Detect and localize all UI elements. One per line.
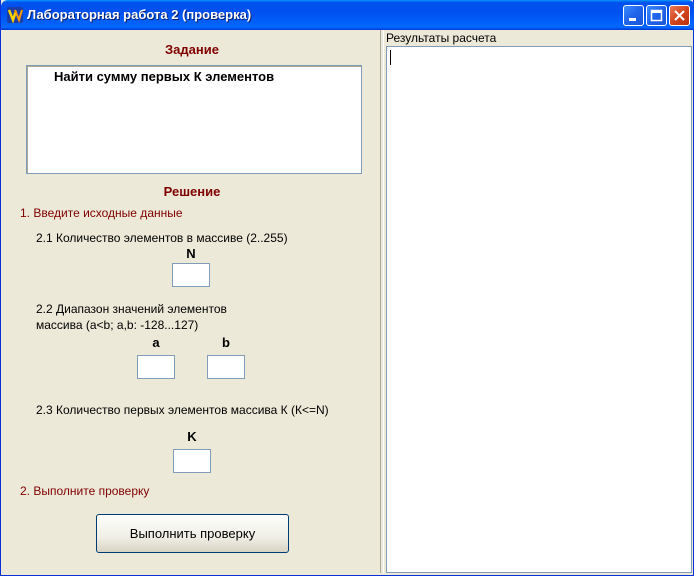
input-panel xyxy=(4,30,380,573)
close-button[interactable] xyxy=(669,5,690,26)
window-title: Лабораторная работа 2 (проверка) xyxy=(27,7,252,22)
k-input[interactable] xyxy=(173,449,211,473)
k-label: K xyxy=(187,429,197,444)
range-label-line1: 2.2 Диапазон значений элементов xyxy=(36,302,227,316)
step2-label: 2. Выполните проверку xyxy=(20,484,150,498)
count-label: 2.1 Количество элементов в массиве (2..255) xyxy=(36,231,288,245)
n-label: N xyxy=(186,246,196,261)
results-label: Результаты расчета xyxy=(386,31,497,45)
solution-heading: Решение xyxy=(163,184,221,199)
b-input[interactable] xyxy=(207,355,245,379)
task-heading: Задание xyxy=(165,42,219,57)
results-memo[interactable] xyxy=(386,46,692,573)
a-label: a xyxy=(152,335,160,350)
minimize-icon xyxy=(624,6,643,25)
title-bar[interactable] xyxy=(1,0,694,30)
task-memo[interactable] xyxy=(26,65,362,174)
app-icon xyxy=(6,6,24,24)
task-text: Найти сумму первых К элементов xyxy=(54,69,275,84)
n-input[interactable] xyxy=(172,263,210,287)
b-label: b xyxy=(222,335,230,350)
a-input[interactable] xyxy=(137,355,175,379)
run-check-button[interactable]: Выполнить проверку xyxy=(96,514,289,553)
range-label-line2: массива (a<b; a,b: -128...127) xyxy=(36,318,199,332)
minimize-button[interactable] xyxy=(623,5,644,26)
results-panel xyxy=(384,30,692,573)
k-count-label: 2.3 Количество первых элементов массива К (К<=N) xyxy=(36,403,329,417)
text-caret xyxy=(390,50,391,65)
maximize-icon xyxy=(647,6,666,25)
close-icon xyxy=(670,6,689,25)
maximize-button[interactable] xyxy=(646,5,667,26)
step1-label: 1. Введите исходные данные xyxy=(20,206,183,220)
